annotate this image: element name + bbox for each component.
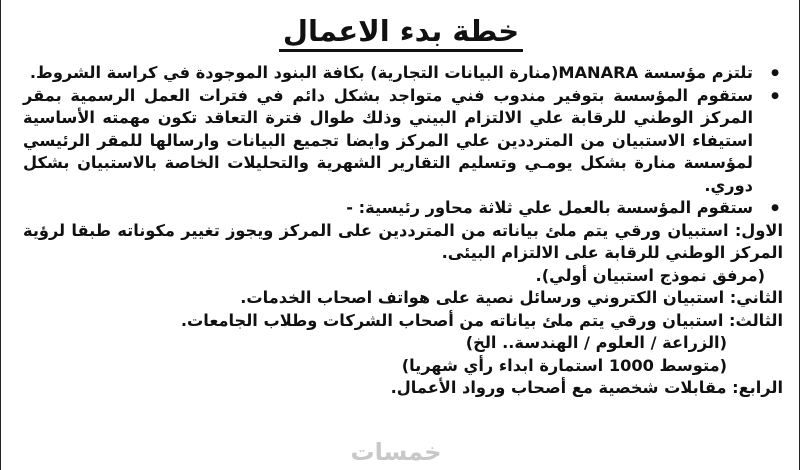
axis-first: الاول: استبيان ورقي يتم ملئ بياناته من المترددين على المركز ويجوز تغيير مكوناته طبقا لرؤية المركز الوطني للرقابة على الالتزام البيئى. — [23, 220, 783, 262]
axis-third-note-fields: (الزراعة / العلوم / الهندسة.. الخ) — [465, 333, 727, 352]
document-title — [1, 14, 800, 48]
bullet-item-axes-intro: ● ستقوم المؤسسة بالعمل علي ثلاثة محاور رئيسية: - — [23, 197, 783, 220]
document-body — [23, 62, 783, 400]
watermark-logo: خمسات — [350, 438, 442, 466]
axis-first-note: (مرفق نموذج استبيان أولي). — [535, 265, 765, 285]
axis-second: الثاني: استبيان الكتروني ورسائل نصية على هواتف اصحاب الخدمات. — [240, 288, 783, 307]
axis-third-note-average: (متوسط 1000 استمارة ابداء رأي شهريا) — [401, 355, 727, 375]
axis-third: الثالث: استبيان ورقي يتم ملئ بياناته من أصحاب الشركات وطلاب الجامعات. — [180, 310, 783, 330]
bullet-item-representative: ● ستقوم المؤسسة بتوفير مندوب فني متواجد بشكل دائم في فترات العمل الرسمية بمقر المركز الوطني للرقابة علي الالتزام البيني وذلك طوال فترة التعاقد تكون مهمته الأساسية استيفاء الاستبيان من المترددين علي المركز وايضا تجميع البيانات وارسالها للمقر الرئيسي لمؤسسة منارة بشكل يومـي وتسليم التقارير الشهرية والتحليلات الخاصة بالاستبيان بشكل دوري. — [23, 85, 783, 198]
document-title-text: خطة بدء الاعمال — [279, 14, 523, 52]
axis-fourth: الرابع: مقابلات شخصية مع أصحاب ورواد الأعمال. — [390, 378, 783, 397]
bullet-item-commitment: ● تلتزم مؤسسة MANARA(منارة البيانات التجارية) بكافة البنود الموجودة في كراسة الشروط. — [23, 62, 783, 85]
